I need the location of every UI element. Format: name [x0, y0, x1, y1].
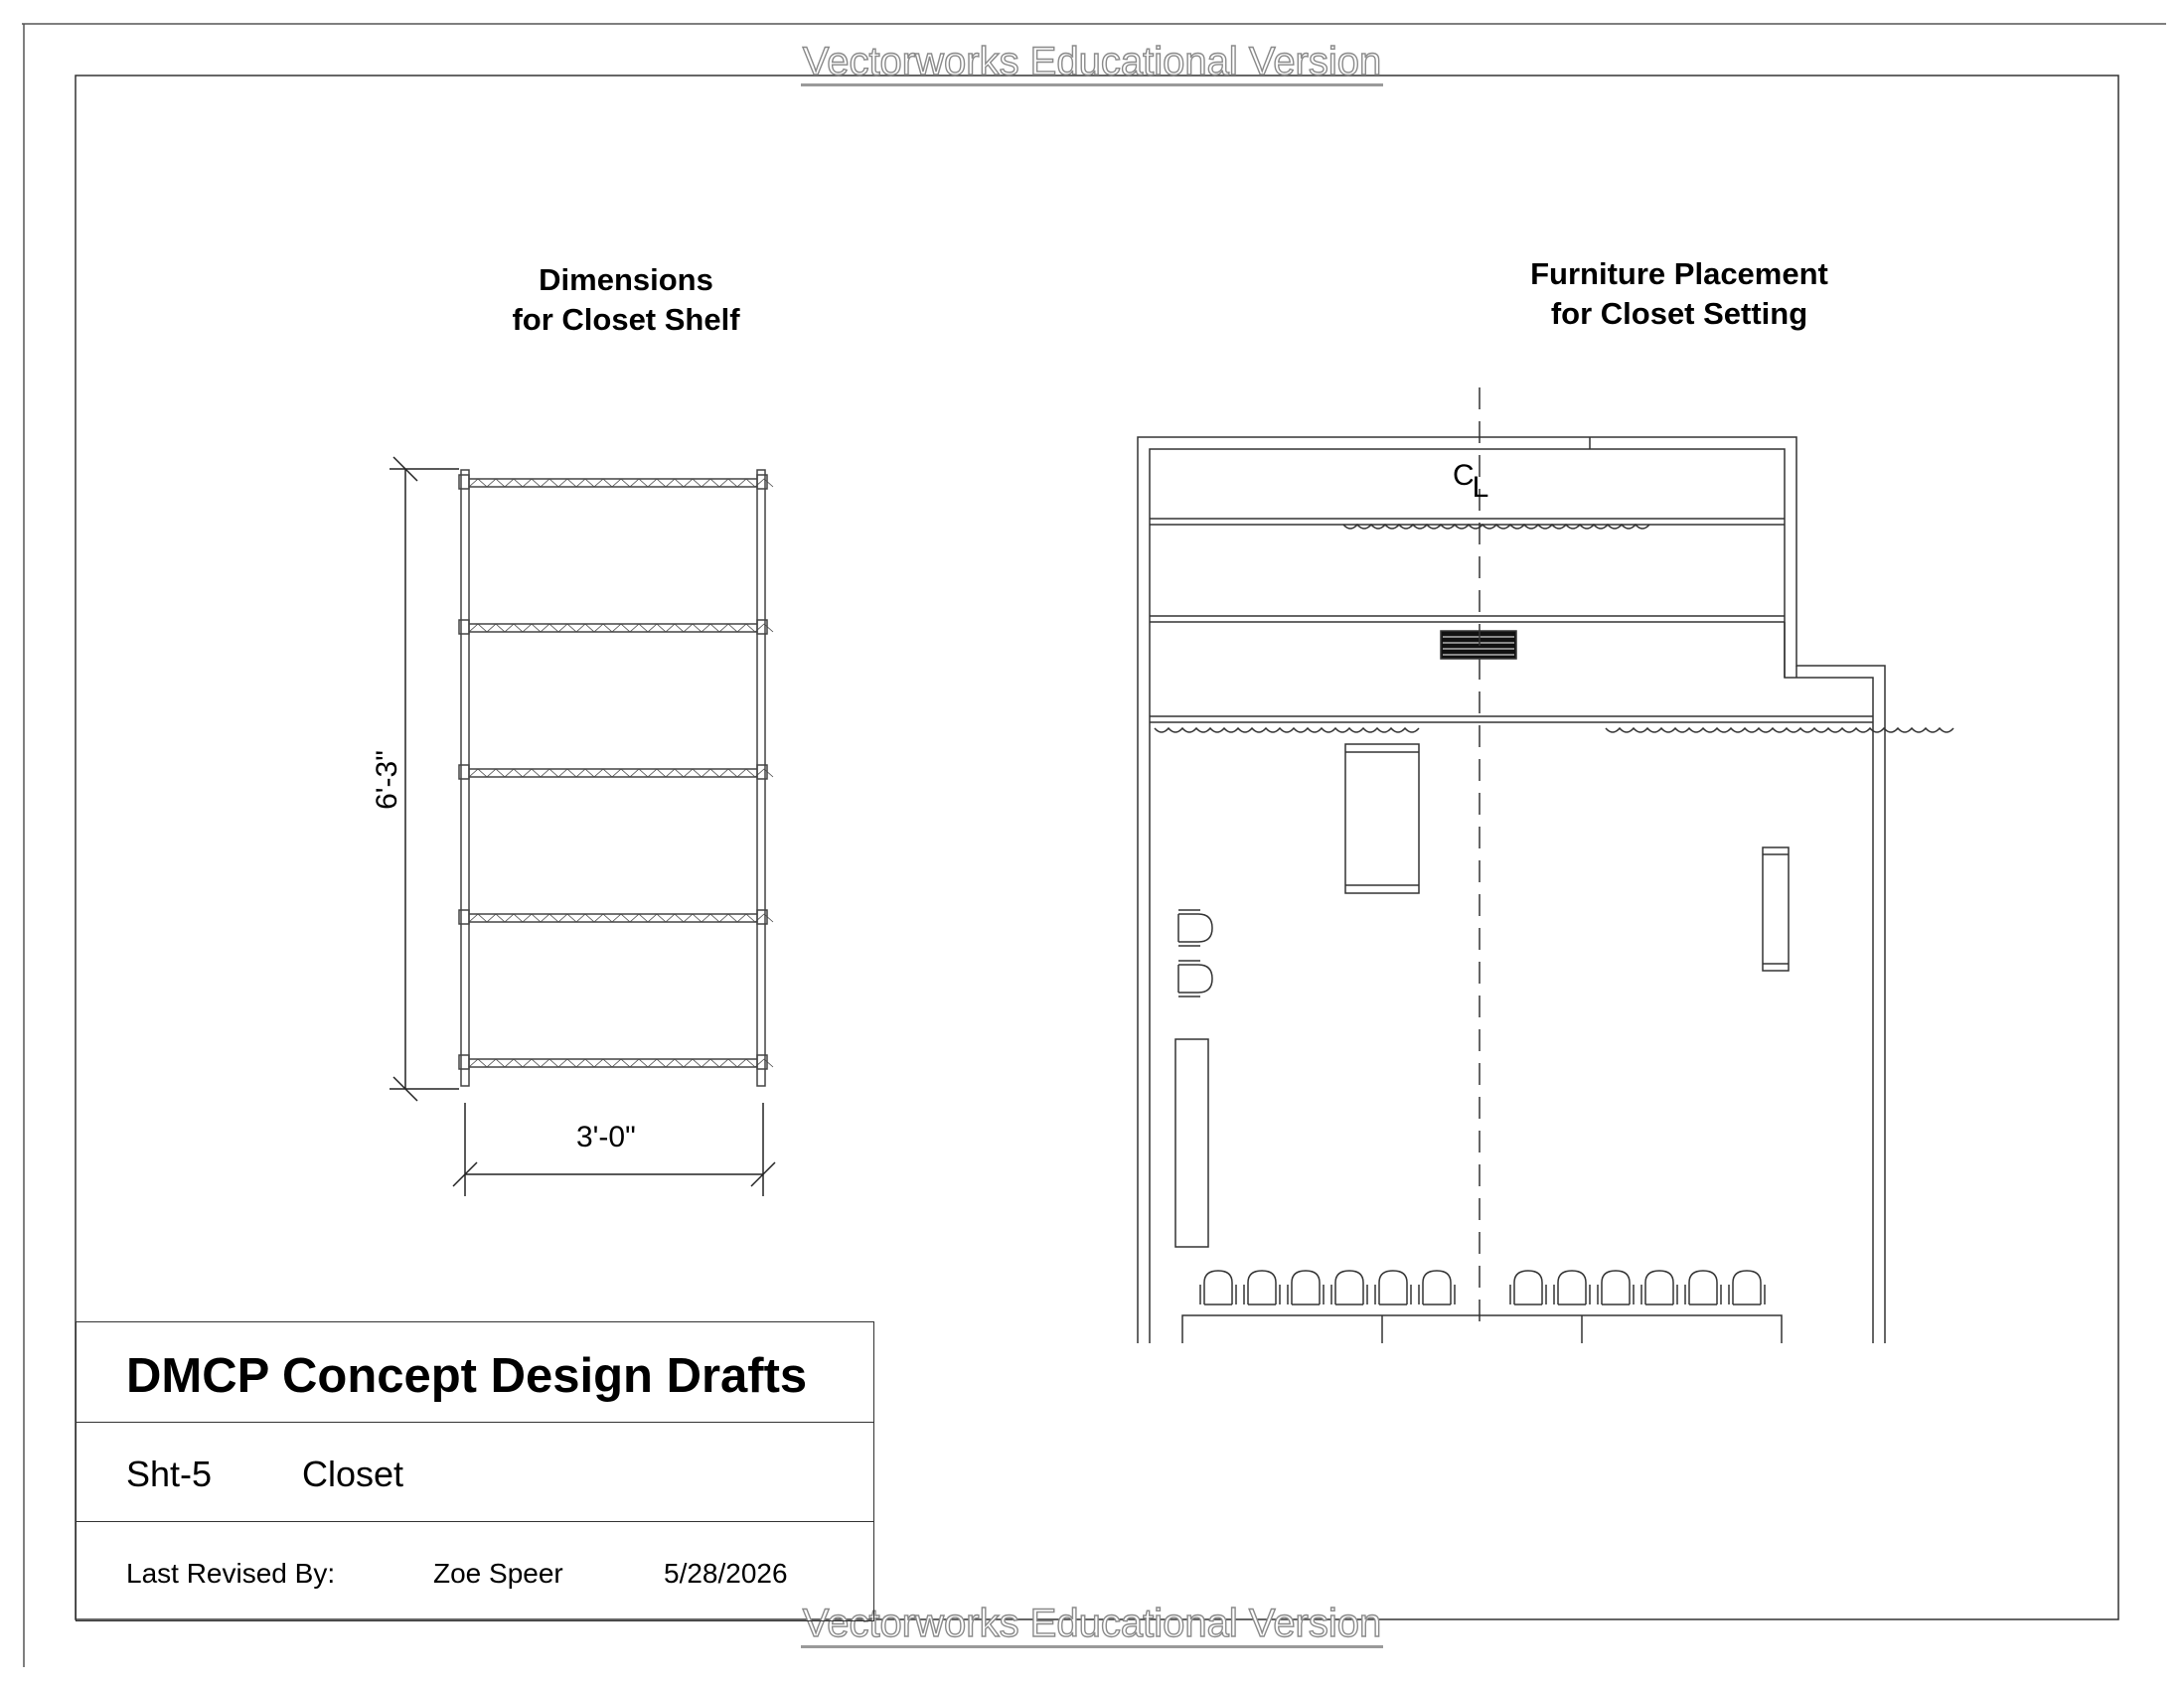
revised-label: Last Revised By: — [126, 1558, 336, 1589]
riser-front — [1182, 1315, 1782, 1343]
chair — [1419, 1271, 1455, 1304]
width-dimension-label: 3'-0" — [576, 1121, 636, 1153]
shelf-title-line2: for Closet Shelf — [512, 302, 740, 337]
chair — [1244, 1271, 1280, 1304]
plan-view-title — [1461, 254, 1898, 334]
watermark-bottom: Vectorworks Educational Version — [0, 1602, 2184, 1646]
plan-title-line2: for Closet Setting — [1550, 296, 1808, 331]
watermark-top: Vectorworks Educational Version — [0, 40, 2184, 84]
chair — [1729, 1271, 1765, 1304]
revised-date: 5/28/2026 — [664, 1558, 788, 1589]
closet-shelf-elevation — [459, 470, 773, 1086]
chair — [1375, 1271, 1411, 1304]
title-block-revision-row — [77, 1521, 873, 1620]
audience-chairs — [1200, 1271, 1765, 1304]
centerline-label — [1453, 459, 1490, 504]
chair — [1331, 1271, 1367, 1304]
chair — [1200, 1271, 1236, 1304]
title-block-sheet-row — [77, 1422, 873, 1522]
chair — [1178, 961, 1212, 997]
bench-right — [1763, 847, 1789, 971]
shelf-level — [459, 765, 773, 779]
shelf-level — [459, 1055, 773, 1069]
shelf-title-line1: Dimensions — [539, 262, 713, 297]
sheet-number: Sht-5 — [126, 1454, 213, 1494]
side-chairs — [1178, 910, 1212, 997]
revised-by: Zoe Speer — [433, 1558, 563, 1589]
closet-floor-plan — [1138, 387, 1953, 1343]
height-dimension-label: 6'-3" — [371, 750, 403, 810]
wall-outer — [1138, 437, 1885, 1343]
shelf-level — [459, 910, 773, 924]
chair — [1288, 1271, 1324, 1304]
project-title: DMCP Concept Design Drafts — [126, 1349, 808, 1403]
sheet-name: Closet — [302, 1454, 404, 1494]
chair — [1554, 1271, 1590, 1304]
centerline-c: C — [1453, 459, 1475, 492]
curtain-right — [1606, 728, 1953, 732]
shelf-level — [459, 620, 773, 634]
shelf-post-right — [757, 470, 765, 1086]
curtain-left — [1155, 728, 1419, 732]
table — [1345, 744, 1419, 893]
bench-left — [1175, 1039, 1208, 1247]
shelf-level — [459, 475, 773, 489]
title-block-project-row — [77, 1322, 873, 1423]
centerline-l: L — [1472, 471, 1489, 504]
shelf-post-left — [461, 470, 469, 1086]
title-block — [76, 1321, 874, 1621]
plan-title-line1: Furniture Placement — [1530, 256, 1828, 291]
wall-inner — [1150, 449, 1873, 1343]
chair — [1598, 1271, 1634, 1304]
chair — [1178, 910, 1212, 946]
shelf-view-title — [427, 260, 825, 340]
chair — [1510, 1271, 1546, 1304]
chair — [1641, 1271, 1677, 1304]
chair — [1685, 1271, 1721, 1304]
